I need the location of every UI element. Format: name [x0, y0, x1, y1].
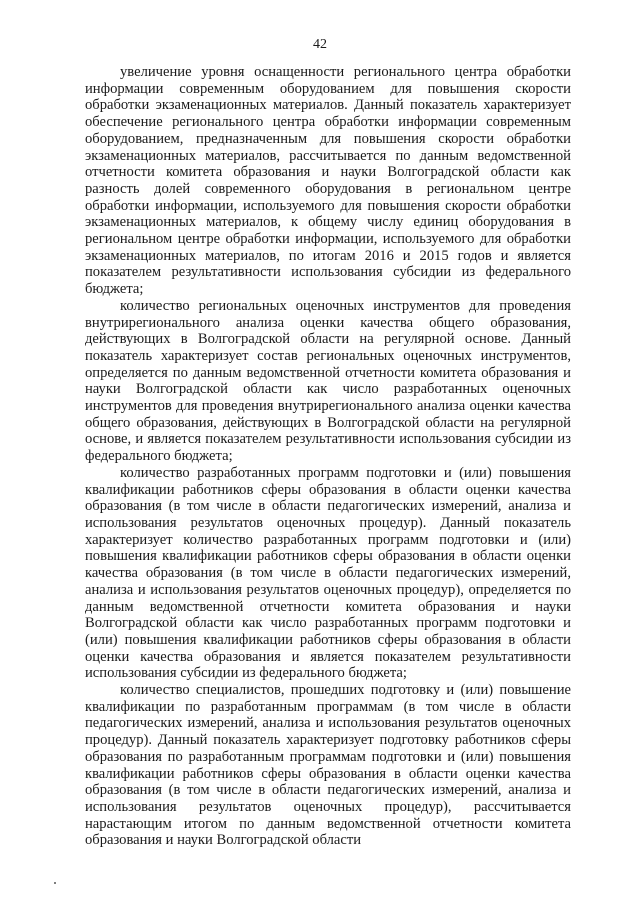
scan-dot-mark: [54, 882, 56, 884]
paragraph-trained-specialists-indicator: количество специалистов, прошедших подготовку и (или) повышение квалификации по разработанным программам (в том числе в области педагогических измерений, анализа и использования результатов оценочных процедур). Данный показатель характеризует подготовку работников сферы образования по разработанным программам подготовки и (или) повышения квалификации работников сферы образования в области оценки качества образования (в том числе в области педагогических измерений, анализа и использования результатов оценочных процедур), рассчитывается нарастающим итогом по данным ведомственной отчетности комитета образования и науки Волгоградской области: [85, 682, 571, 849]
paragraph-assessment-tools-indicator: количество региональных оценочных инструментов для проведения внутрирегионального анализа оценки качества общего образования, действующих в Волгоградской области на регулярной основе. Данный показатель характеризует состав региональных оценочных инструментов, определяется по данным ведомственной отчетности комитета образования и науки Волгоградской области как число разработанных оценочных инструментов для проведения внутрирегионального анализа оценки качества общего образования, действующих в Волгоградской области на регулярной основе, и является показателем результативности использования субсидии из федерального бюджета;: [85, 297, 571, 465]
page-number: 42: [313, 37, 327, 52]
paragraph-training-programs-indicator: количество разработанных программ подготовки и (или) повышения квалификации работников сферы образования в области оценки качества образования (в том числе в области педагогических измерений, анализа и использования результатов оценочных процедур). Данный показатель характеризует количество разработанных программ подготовки и (или) повышения квалификации работников сферы образования в области оценки качества образования (в том числе в области педагогических измерений, анализа и использования результатов оценочных процедур), определяется по данным ведомственной отчетности комитета образования и науки Волгоградской области как число разработанных программ подготовки и (или) повышения квалификации работников сферы образования в области оценки качества образования и является показателем результативности использования субсидии из федерального бюджета;: [85, 464, 571, 682]
document-body: [85, 64, 571, 849]
paragraph-equipment-indicator: увеличение уровня оснащенности регионального центра обработки информации современным оборудованием для повышения скорости обработки экзаменационных материалов. Данный показатель характеризует обеспечение регионального центра обработки информации современным оборудованием, предназначенным для повышения скорости обработки экзаменационных материалов, рассчитывается по данным ведомственной отчетности комитета образования и науки Волгоградской области как разность долей современного оборудования в региональном центре обработки информации, используемого для повышения скорости обработки экзаменационных материалов, к общему числу единиц оборудования в региональном центре обработки информации, используемого для обработки экзаменационных материалов, по итогам 2016 и 2015 годов и является показателем результативности использования субсидии из федерального бюджета;: [85, 64, 571, 298]
